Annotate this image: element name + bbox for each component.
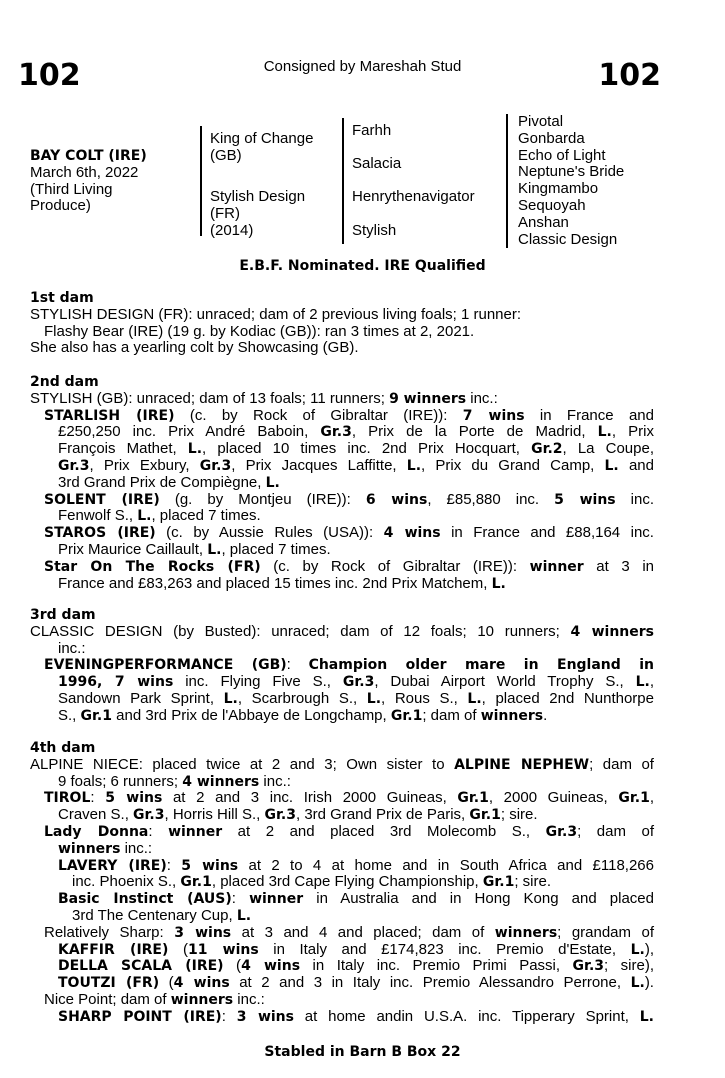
section-heading: 3rd dam: [30, 607, 96, 623]
ebf-status: E.B.F. Nominated. IRE Qualified: [239, 258, 486, 274]
lot-number-right: 102: [598, 58, 661, 93]
pedigree-divider-1: [200, 126, 202, 236]
s2-line-9: STAROS (IRE) (c. by Aussie Rules (USA)): 4 wins in France and £88,164 inc.: [44, 524, 654, 542]
stabling-info: Stabled in Barn B Box 22: [264, 1044, 461, 1060]
section-heading: 2nd dam: [30, 374, 99, 390]
s2-line-10: Prix Maurice Caillault, L., placed 7 times.: [58, 540, 331, 558]
s2-line-7: SOLENT (IRE) (g. by Montjeu (IRE)): 6 wins, £85,880 inc. 5 wins inc.: [44, 490, 655, 508]
gen3-4: Neptune's Bride: [518, 163, 625, 181]
gen3-3: Echo of Light: [518, 146, 606, 164]
s3-line-2: inc.:: [58, 639, 86, 657]
gen2-3: Henrythenavigator: [352, 188, 475, 205]
s4-line-2: 9 foals; 6 runners; 4 winners inc.:: [58, 772, 291, 790]
gen3-5: Kingmambo: [518, 180, 599, 198]
sire-country: (GB): [210, 146, 242, 164]
section-heading: 1st dam: [30, 290, 94, 306]
s4-line-10: 3rd The Centenary Cup, L.: [72, 906, 252, 924]
s2-line-12: France and £83,263 and placed 15 times inc. 2nd Prix Matchem, L.: [58, 574, 506, 592]
gen2-1: Farhh: [352, 122, 392, 139]
s4-line-4: Craven S., Gr.3, Horris Hill S., Gr.3, 3rd Grand Prix de Paris, Gr.1; sire.: [58, 806, 538, 824]
s3-line-5: Sandown Park Sprint, L., Scarbrough S., L., Rous S., L., placed 2nd Nunthorpe: [58, 689, 654, 707]
s4-line-6: winners inc.:: [58, 839, 153, 857]
s2-line-5: Gr.3, Prix Exbury, Gr.3, Prix Jacques Laffitte, L., Prix du Grand Camp, L. and: [58, 456, 654, 474]
s1-line-2: Flashy Bear (IRE) (19 g. by Kodiac (GB)): ran 3 times at 2, 2021.: [44, 322, 475, 340]
dam-year: (2014): [210, 221, 254, 239]
sire-name: King of Change: [210, 130, 314, 147]
s2-line-8: Fenwolf S., L., placed 7 times.: [58, 507, 261, 525]
gen3-7: Anshan: [518, 213, 569, 231]
s2-line-3: £250,250 inc. Prix André Baboin, Gr.3, Prix de la Porte de Madrid, L., Prix: [58, 423, 654, 441]
gen3-2: Gonbarda: [518, 129, 585, 147]
gen3-6: Sequoyah: [518, 196, 586, 214]
s4-line-16: SHARP POINT (IRE): 3 wins at home andin U.S.A. inc. Tipperary Sprint, L.: [58, 1007, 654, 1025]
produce-note-2: Produce): [30, 197, 91, 215]
consignor: Consigned by Mareshah Stud: [263, 58, 462, 75]
gen3-8: Classic Design: [518, 230, 618, 248]
lot-number-left: 102: [18, 58, 81, 93]
s3-line-6: S., Gr.1 and 3rd Prix de l'Abbaye de Longchamp, Gr.1; dam of winners.: [58, 706, 548, 724]
dam-country: (FR): [210, 204, 240, 222]
dam: [210, 189, 305, 239]
s4-line-9: Basic Instinct (AUS): winner in Australia and in Hong Kong and placed: [58, 890, 654, 908]
s3-line-4: 1996, 7 wins inc. Flying Five S., Gr.3, Dubai Airport World Trophy S., L.,: [58, 673, 655, 691]
section-1st-dam: [30, 290, 654, 357]
gen3: [518, 114, 624, 248]
s3-line-1: CLASSIC DESIGN (by Busted): unraced; dam of 12 foals; 10 runners; 4 winners: [30, 622, 655, 640]
s4-line-13: DELLA SCALA (IRE) (4 wins in Italy inc. Premio Primi Passi, Gr.3; sire),: [58, 957, 655, 975]
section-2nd-dam: [30, 374, 654, 592]
s2-line-4: François Mathet, L., placed 10 times inc. 2nd Prix Hocquart, Gr.2, La Coupe,: [58, 440, 654, 458]
s2-line-11: Star On The Rocks (FR) (c. by Rock of Gibraltar (IRE)): winner at 3 in: [44, 557, 655, 575]
gen2-2: Salacia: [352, 155, 402, 172]
s2-line-1: STYLISH (GB): unraced; dam of 13 foals; 11 runners; 9 winners inc.:: [30, 389, 498, 407]
s4-line-12: KAFFIR (IRE) (11 wins in Italy and £174,823 inc. Premio d'Estate, L.),: [58, 940, 654, 958]
horse-details: [30, 148, 147, 215]
section-4th-dam: [30, 740, 654, 1026]
s4-line-1: ALPINE NIECE: placed twice at 2 and 3; Own sister to ALPINE NEPHEW; dam of: [30, 755, 654, 773]
pedigree-divider-3: [506, 114, 508, 248]
pedigree-divider-2: [342, 118, 344, 244]
dam-name: Stylish Design: [210, 188, 306, 205]
s4-line-3: TIROL: 5 wins at 2 and 3 inc. Irish 2000 Guineas, Gr.1, 2000 Guineas, Gr.1,: [44, 789, 654, 807]
s1-line-3: She also has a yearling colt by Showcasing (GB).: [30, 339, 359, 357]
s2-line-2: STARLISH (IRE) (c. by Rock of Gibraltar (IRE)): 7 wins in France and: [44, 406, 654, 424]
s4-line-5: Lady Donna: winner at 2 and placed 3rd Molecomb S., Gr.3; dam of: [44, 822, 654, 840]
s4-line-7: LAVERY (IRE): 5 wins at 2 to 4 at home and in South Africa and £118,266: [58, 856, 654, 874]
s1-line-1: STYLISH DESIGN (FR): unraced; dam of 2 previous living foals; 1 runner:: [30, 305, 522, 323]
gen2-4: Stylish: [352, 222, 397, 239]
produce-note-1: (Third Living: [30, 180, 113, 198]
section-heading: 4th dam: [30, 740, 96, 756]
s2-line-6: 3rd Grand Prix de Compiègne, L.: [58, 473, 280, 491]
sire: [210, 131, 313, 165]
s4-line-8: inc. Phoenix S., Gr.1, placed 3rd Cape Flying Championship, Gr.1; sire.: [72, 873, 552, 891]
foaling-date: March 6th, 2022: [30, 163, 139, 181]
s4-line-11: Relatively Sharp: 3 wins at 3 and 4 and placed; dam of winners; grandam of: [44, 923, 655, 941]
s3-line-3: EVENINGPERFORMANCE (GB): Champion older mare in England in: [44, 656, 654, 674]
gen3-1: Pivotal: [518, 113, 564, 130]
s4-line-14: TOUTZI (FR) (4 wins at 2 and 3 in Italy inc. Premio Alessandro Perrone, L.).: [58, 974, 654, 992]
horse-name: BAY COLT (IRE): [30, 148, 147, 164]
section-3rd-dam: [30, 607, 654, 725]
s4-line-15: Nice Point; dam of winners inc.:: [44, 990, 265, 1008]
